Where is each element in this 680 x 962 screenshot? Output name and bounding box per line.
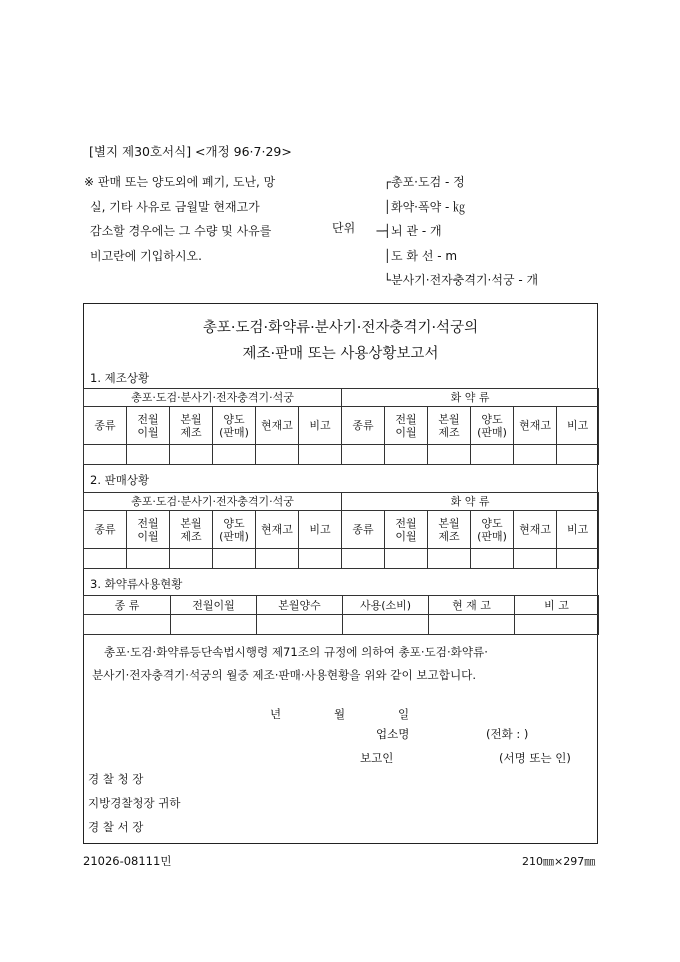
unit-text: 도 화 선 - m — [391, 248, 458, 263]
column-header: 비고 — [299, 511, 342, 549]
table-cell[interactable] — [171, 615, 257, 635]
column-header: 비고 — [557, 511, 599, 549]
unit-list — [357, 170, 538, 293]
sales-table — [83, 492, 599, 569]
table-row — [84, 549, 599, 569]
table-cell[interactable] — [471, 549, 514, 569]
sign-label: (서명 또는 인) — [499, 751, 571, 765]
table-cell[interactable] — [385, 445, 428, 465]
table-cell[interactable] — [471, 445, 514, 465]
column-header: 종 류 — [84, 596, 171, 615]
table-cell[interactable] — [342, 445, 385, 465]
form-code: 21026-08111민 — [83, 854, 172, 868]
section-usage: 3. 화약류사용현황 — [90, 577, 183, 591]
date-day: 일 — [398, 707, 410, 721]
unit-row — [357, 244, 538, 269]
column-header: 양도 (판매) — [213, 511, 256, 549]
table-cell[interactable] — [385, 549, 428, 569]
table-cell[interactable] — [213, 549, 256, 569]
recipient: 경 찰 청 장 — [88, 772, 144, 786]
note-line: ※ 판매 또는 양도외에 폐기, 도난, 망 — [84, 175, 276, 189]
table-cell[interactable] — [299, 549, 342, 569]
column-header: 현재고 — [256, 511, 299, 549]
table-row — [84, 615, 599, 635]
group-header-weapons: 총포·도검·분사기·전자충격기·석궁 — [84, 389, 342, 407]
column-header: 본월 제조 — [428, 407, 471, 445]
unit-text: 뇌 관 - 개 — [391, 224, 442, 238]
table-cell[interactable] — [256, 549, 299, 569]
table-cell[interactable] — [170, 549, 213, 569]
column-header: 전월 이월 — [385, 511, 428, 549]
column-header: 종류 — [84, 407, 127, 445]
column-header: 비고 — [557, 407, 599, 445]
table-cell[interactable] — [256, 445, 299, 465]
column-header: 종류 — [342, 511, 385, 549]
unit-text: 총포·도검 - 정 — [391, 175, 465, 189]
statement-line2: 분사기·전자충격기·석궁의 월중 제조·판매·사용현황을 위와 같이 보고합니다. — [92, 668, 477, 682]
column-header: 종류 — [342, 407, 385, 445]
table-cell[interactable] — [514, 549, 557, 569]
column-header: 현재고 — [256, 407, 299, 445]
column-header: 현재고 — [514, 511, 557, 549]
instruction-note — [84, 170, 354, 268]
form-title-line1: 총포·도검·화약류·분사기·전자충격기·석궁의 — [202, 320, 479, 336]
manufacture-table — [83, 388, 599, 465]
table-cell[interactable] — [429, 615, 515, 635]
column-header: 양도 (판매) — [471, 407, 514, 445]
recipient: 경 찰 서 장 — [88, 820, 144, 834]
column-header: 비 고 — [515, 596, 599, 615]
column-header: 본월양수 — [257, 596, 343, 615]
note-line: 감소할 경우에는 그 수량 및 사유를 — [90, 224, 272, 238]
form-header: [별지 제30호서식] <개정 96·7·29> — [89, 144, 292, 159]
column-header: 현 재 고 — [429, 596, 515, 615]
table-cell[interactable] — [84, 615, 171, 635]
unit-row — [357, 170, 538, 195]
business-name-label: 업소명 — [376, 727, 410, 741]
table-cell[interactable] — [84, 445, 127, 465]
date-year: 년 — [270, 707, 282, 721]
unit-prefix: ┌ — [383, 175, 391, 189]
table-cell[interactable] — [213, 445, 256, 465]
table-cell[interactable] — [127, 445, 170, 465]
date-month: 월 — [334, 707, 346, 721]
column-header: 비고 — [299, 407, 342, 445]
unit-text: 화약·폭약 - ㎏ — [391, 199, 466, 214]
unit-row — [357, 195, 538, 220]
note-line: 실, 기타 사유로 금월말 현재고가 — [90, 199, 260, 214]
table-cell[interactable] — [299, 445, 342, 465]
section-manufacture: 1. 제조상황 — [90, 371, 150, 385]
note-line: 비고란에 기입하시오. — [90, 248, 202, 263]
column-header: 전월 이월 — [127, 407, 170, 445]
table-row — [84, 445, 599, 465]
table-cell[interactable] — [515, 615, 599, 635]
column-header: 현재고 — [514, 407, 557, 445]
unit-text: 분사기·전자충격기·석궁 - 개 — [391, 273, 539, 287]
table-cell[interactable] — [428, 549, 471, 569]
column-header: 사용(소비) — [343, 596, 429, 615]
column-header: 본월 제조 — [428, 511, 471, 549]
column-header: 전월 이월 — [127, 511, 170, 549]
statement-line1: 총포·도검·화약류등단속법시행령 제71조의 규정에 의하여 총포·도검·화약류· — [104, 645, 488, 659]
column-header: 본월 제조 — [170, 407, 213, 445]
unit-prefix: └ — [383, 273, 391, 287]
unit-prefix: │ — [383, 199, 391, 214]
table-cell[interactable] — [84, 549, 127, 569]
unit-row — [357, 219, 538, 244]
table-cell[interactable] — [342, 549, 385, 569]
table-cell[interactable] — [343, 615, 429, 635]
table-cell[interactable] — [127, 549, 170, 569]
column-header: 본월 제조 — [170, 511, 213, 549]
unit-label: 단위 — [332, 221, 356, 235]
table-cell[interactable] — [428, 445, 471, 465]
column-header: 전월 이월 — [385, 407, 428, 445]
table-cell[interactable] — [514, 445, 557, 465]
phone-label: (전화 : ) — [486, 727, 529, 741]
form-title-line2: 제조·판매 또는 사용상황보고서 — [242, 346, 439, 362]
unit-prefix: ─┤ — [376, 224, 391, 238]
column-header: 양도 (판매) — [471, 511, 514, 549]
table-cell[interactable] — [170, 445, 213, 465]
table-cell[interactable] — [557, 549, 599, 569]
column-header: 종류 — [84, 511, 127, 549]
reporter-label: 보고인 — [360, 751, 394, 765]
unit-prefix: │ — [383, 248, 391, 263]
usage-table — [83, 595, 599, 635]
table-cell[interactable] — [557, 445, 599, 465]
group-header-explosives: 화 약 류 — [342, 389, 599, 407]
table-cell[interactable] — [257, 615, 343, 635]
report-form — [83, 303, 598, 844]
recipient: 지방경찰청장 귀하 — [88, 796, 181, 810]
column-header: 전월이월 — [171, 596, 257, 615]
column-header: 양도 (판매) — [213, 407, 256, 445]
group-header-explosives: 화 약 류 — [342, 493, 599, 511]
group-header-weapons: 총포·도검·분사기·전자충격기·석궁 — [84, 493, 342, 511]
section-sales: 2. 판매상황 — [90, 473, 150, 487]
unit-row — [357, 268, 538, 293]
paper-size: 210㎜×297㎜ — [522, 855, 596, 868]
